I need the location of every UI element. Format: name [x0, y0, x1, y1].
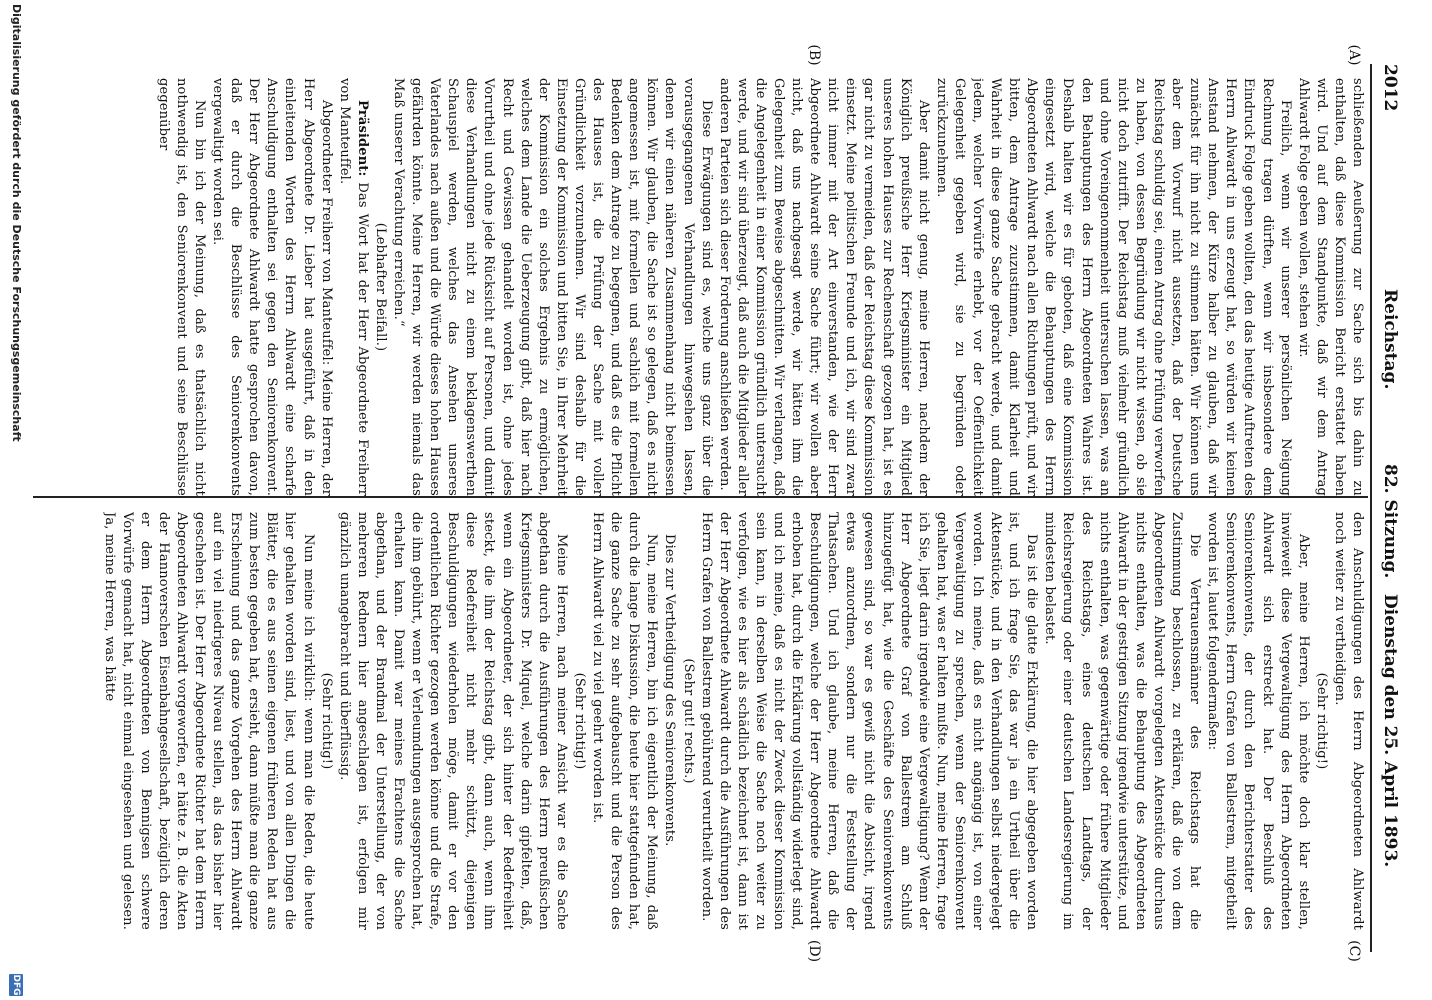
page-header: [1376, 64, 1404, 952]
text-paragraph: Freilich, wenn wir unserer persönlichen Neigung Rechnung tragen dürften, wenn wir insbesondere dem Eindruck Folge geben wollten, den das heutige Auftreten des Herrn Ahlwardt in uns erzeugt hat, so würden wir keinen Anstand nehmen, der Kürze halber zu glauben, daß wir zunächst für ihn nicht zu stimmen hätten. Wir können uns aber dem Vorwurf nicht aussetzen, daß der Deutsche Reichstag schuldig sei, einen Antrag ohne Prüfung verworfen zu haben, von dessen Begründung wir nicht wissen, ob sie nicht doch zutrifft. Der Reichstag muß vielmehr gründlich und ohne Voreingenommenheit untersuchen lassen, was an den Behauptungen des Herrn Abgeordneten Wahres ist. Deshalb halten wir es für geboten, daß eine Kommission eingesetzt wird, welche die Behauptungen des Herrn Abgeordneten Ahlwardt nach allen Richtungen prüft, und wir bitten, dem Antrage zuzustimmen, damit Klarheit und Wahrheit in diese ganze Sache gebracht werde, und damit jedem, welcher Vorwürfe erhebt, vor der Oeffentlichkeit Gelegenheit gegeben wird, sie zu begründen oder zurückzunehmen.: [933, 78, 1293, 496]
interjection: (Sehr richtig!): [1313, 672, 1329, 770]
interjection: (Lebhafter Beifall.): [372, 222, 388, 352]
margin-marker-a: (A): [1346, 44, 1362, 66]
header-rule: [1370, 64, 1372, 952]
text-paragraph: Nun bin ich der Meinung, daß es thatsächlich nicht nothwendig ist, den Seniorenkonvent und seine Beschlüsse gegenüber: [155, 78, 207, 496]
text-paragraph: Die Vertrauensmänner des Reichstags hat die Zustimmung beschlossen, zu erklären, daß die von dem Abgeordneten Ahlwardt vorgelegten Aktenstücke durchaus nichts enthalten, was die Behauptung des Abgeordneten Ahlwardt in der gestrigen Sitzung irgendwie unterstütze, und nichts enthalten, was gegenwärtige oder frühere Mitglieder des Reichstags, eines deutschen Landtags, der Reichsregierung oder einer deutschen Landesregierung im mindesten belastet.: [1042, 512, 1203, 930]
margin-marker-b: (B): [806, 44, 822, 66]
text-paragraph: Aber, meine Herren, ich möchte doch klar stellen, inwieweit diese Vergewaltigung des Herrn Abgeordneten Ahlwardt sich erstreckt hat. Der Beschluß des Seniorenkonvents, der durch den Berichterstatter des Seniorenkonvents, Herrn Grafen von Ballestrem, mitgetheilt worden ist, lautet folgendermaßen:: [1205, 512, 1311, 930]
speaker-text: Das Wort hat der Herr Abgeordnete Freiherr von Manteuffel.: [336, 78, 370, 496]
funding-notice: Digitalisierung gefördert durch die Deutsche Forschungsgemeinschaft: [10, 4, 23, 442]
margin-marker-c: (C): [1346, 940, 1362, 962]
speaker-label: Präsident:: [354, 100, 370, 177]
interjection: (Sehr gut! rechts.): [680, 658, 696, 784]
text-paragraph: Meine Herren, nach meiner Ansicht war es die Sache abgethan durch die Ausführungen des Herrn preußischen Kriegsministers Dr. Miquel, welche darin gipfelten, daß, wenn ein Abgeordneter, der sich hinter der Redefreiheit steckt, die ihm der Reichstag gibt, dann auch, wenn ihm diese Redefreiheit nicht mehr schützt, diejenigen Beschuldigungen wiederholen möge, damit er vor den ordentlichen Richter gezogen werden könne und die Strafe, die ihm gebührt, wenn er Verleumdungen ausgesprochen hat, erhalten kann. Damit war meines Erachtens die Sache abgethan, und der Brandmal der Unterstellung, der von mehreren Rednern hier angeschlagen ist, erfolgen mir gänzlich unangebracht und überflüssig.: [336, 512, 569, 930]
text-paragraph: Dies zur Vertheidigung des Seniorenkonvents.: [662, 534, 678, 847]
text-paragraph: Diese Erwägungen sind es, welche uns ganz über die vorausgegangenen Verhandlungen hinwegsehen lassen, denen wir einen näheren Zusammenhang nicht beimessen können. Wir glauben, die Sache ist so gelegen, daß es nicht angemessen ist, mit formellen und sachlich mit formellen Bedenken dem Antrage zu begegnen, und daß es die Pflicht des Hauses ist, die Prüfung der Sache mit voller Gründlichkeit vorzunehmen. Wir sind deshalb für die Einsetzung der Kommission und bitten Sie, in Ihrer Mehrheit der Kommission ein solches Ergebnis zu ermöglichen, welches dem Lande die Ueberzeugung gibt, daß hier nach Recht und Gewissen gehandelt worden ist, ohne jedes Vorurtheil und ohne jede Rücksicht auf Personen, und damit diese Verhandlungen nicht zu einem beklagenswerthen Schauspiel werden, welches das Ansehen unseres Vaterlandes nach außen und die Würde dieses hohen Hauses gefährden könnte. Meine Herren, wir werden niemals das Maß unserer Verachtung erreichen.“: [391, 78, 714, 496]
page-footer: [2, 0, 30, 1000]
text-paragraph: Nun, meine Herren, bin ich eigentlich der Meinung, daß durch die lange Diskussion, die heute hier stattgefunden hat, die ganze Sache zu sehr aufgebauscht und die Person des Herrn Ahlwardt viel zu viel geehrt worden ist.: [590, 512, 660, 930]
column-divider: [33, 496, 1368, 498]
session-label: 82. Sitzung.: [1380, 464, 1400, 579]
margin-marker-d: (D): [806, 939, 822, 963]
text-paragraph: den Anschuldigungen des Herrn Abgeordneten Ahlwardt noch weiter zu vertheidigen.: [1331, 512, 1365, 930]
speaker-paragraph: [335, 78, 371, 496]
dfg-logo: DFG: [11, 974, 21, 996]
text-paragraph: schließenden Aeußerung zur Sache sich bis dahin zu enthalten, daß diese Kommission Bericht erstattet haben wird. Und auf dem Standpunkte, daß wir dem Antrag Ahlwardt Folge geben wollen, stehen wir.: [1295, 78, 1365, 496]
text-paragraph: Das ist die glatte Erklärung, die hier abgegeben worden ist, und ich frage Sie, das war ja ein Urtheil über die Aktenstücke, und in den Verhandlungen selbst niedergelegt worden. Ich meine, daß es nicht angängig ist, von einer Vergewaltigung zu sprechen, wenn der Seniorenkonvent gehalten hat, was er halten mußte. Nun, meine Herren, frage ich Sie, liegt darin irgendwie eine Vergewaltigung? Wenn der Herr Abgeordnete Graf von Ballestrem am Schluß hinzugefügt hat, wie die Geschäfte des Seniorenkonvents gewesen sind, so war es gewiß nicht die Absicht, irgend etwas anzuordnen, sondern nur die Feststellung der Thatsachen. Und ich glaube, meine Herren, daß die Beschuldigungen, welche der Herr Abgeordnete Ahlwardt erhoben hat, durch die Erklärung vollständig widerlegt sind, und ich meine, daß es nicht der Zweck dieser Kommission sein kann, in derselben Weise die Sache noch weiter zu verfolgen, wie es hier als schädlich bezeichnet ist, dann ist der Herr Abgeordnete Ahlwardt durch die Ausführungen des Herrn Grafen von Ballestrem gebührend verurtheilt worden.: [698, 512, 1040, 930]
page-number: 2012: [1380, 64, 1400, 112]
running-title: Reichstag.: [1380, 289, 1400, 390]
session-date: Dienstag den 25. April 1893.: [1380, 594, 1400, 868]
left-text-column: [36, 78, 1366, 496]
text-paragraph: Abgeordneter Freiherr von Manteuffel: Meine Herren, der Herr Abgeordnete Dr. Lieber hat ausgeführt, daß in den einleitenden Worten des Herrn Ahlwardt eine scharfe Anschuldigung enthalten sei gegen den Seniorenkonvent. Der Herr Abgeordnete Ahlwardt hatte gesprochen davon, daß er durch die Beschlüsse des Seniorenkonvents vergewaltigt worden sei.: [210, 78, 334, 496]
interjection: (Sehr richtig!): [571, 672, 587, 770]
right-text-column: [36, 512, 1366, 930]
text-paragraph: Nun meine ich wirklich: wenn man die Reden, die heute hier gehalten worden sind, liest, und von allen Dingen die Blätter, die es aus seinen eigenen früheren Reden hat aus zum besten gegeben hat, ersieht, dann müßte man die ganze Erscheinung und das ganze Vorgehen des Herrn Ahlwardt auf ein viel niedrigeres Niveau stellen, als das bisher hier geschehen ist. Der Herr Abgeordnete Richter hat dem Herrn Abgeordneten Ahlwardt vorgeworfen, er hätte z. B. die Akten der Hannoverschen Eisenbahngesellschaft, bezüglich deren er dem Herrn Abgeordneten von Bennigsen schwere Vorwürfe gemacht hat, nicht einmal eingesehen und gelesen. Ja, meine Herren, was hätte: [101, 512, 316, 930]
text-paragraph: Aber damit nicht genug, meine Herren, nachdem der Königlich preußische Herr Kriegsminister ein Mitglied unseres hohen Hauses zur Rechenschaft gezogen hat, ist es gar nicht zu vermeiden, daß der Reichstag diese Kommission einsetzt. Meine politischen Freunde und ich, wir sind zwar nicht immer mit der Art einverstanden, wie der Herr Abgeordnete Ahlwardt seine Sache führt; wir wollen aber nicht, daß uns nachgesagt werde, wir hätten ihm die Gelegenheit zum Beweise abgeschnitten. Wir verlangen, daß die Angelegenheit in einer Kommission gründlich untersucht werde, und wir sind überzeugt, daß auch die Mitglieder aller anderen Parteien sich dieser Forderung anschließen werden.: [716, 78, 931, 496]
interjection: (Sehr richtig!): [318, 672, 334, 770]
